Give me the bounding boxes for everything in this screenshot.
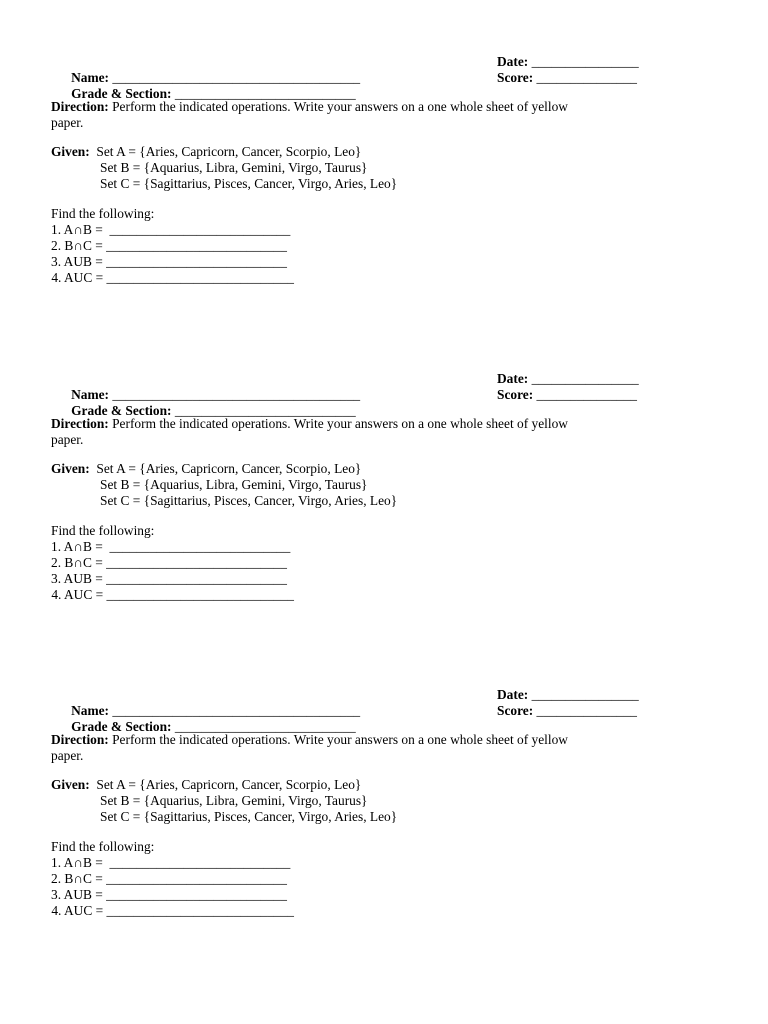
direction-label: Direction: — [51, 732, 109, 747]
worksheet-section-2 — [48, 371, 671, 603]
grade-blank: ___________________________ — [171, 719, 356, 734]
item-3: 3. AUB = ___________________________ — [51, 887, 287, 902]
set-a-text: Set A = {Aries, Capricorn, Cancer, Scorpio, Leo} — [89, 144, 362, 159]
item-3: 3. AUB = ___________________________ — [51, 571, 287, 586]
direction-line-1 — [51, 732, 671, 748]
date-blank: ________________ — [528, 54, 639, 69]
grade-score-row — [51, 703, 671, 734]
find-heading: Find the following: — [51, 206, 155, 221]
item-2: 2. B∩C = ___________________________ — [51, 555, 287, 570]
date-blank: ________________ — [528, 371, 639, 386]
given-set-b: Set B = {Aquarius, Libra, Gemini, Virgo, Taurus} — [100, 160, 368, 175]
date-label: Date: — [497, 54, 529, 69]
item-4: 4. AUC = ____________________________ — [48, 587, 294, 602]
item-2: 2. B∩C = ___________________________ — [51, 871, 287, 886]
score-label: Score: — [497, 703, 534, 718]
direction-line-1 — [51, 99, 671, 115]
find-heading: Find the following: — [51, 523, 155, 538]
set-a-text: Set A = {Aries, Capricorn, Cancer, Scorpio, Leo} — [89, 777, 362, 792]
given-set-b: Set B = {Aquarius, Libra, Gemini, Virgo, Taurus} — [100, 793, 368, 808]
direction-text: Perform the indicated operations. Write your answers on a one whole sheet of yellow — [108, 416, 568, 431]
given-set-c: Set C = {Sagittarius, Pisces, Cancer, Virgo, Aries, Leo} — [100, 493, 398, 508]
direction-line-2: paper. — [51, 115, 84, 130]
direction-label: Direction: — [51, 416, 109, 431]
item-2: 2. B∩C = ___________________________ — [51, 238, 287, 253]
given-set-a — [51, 144, 671, 160]
given-set-a — [51, 777, 671, 793]
item-3: 3. AUB = ___________________________ — [51, 254, 287, 269]
name-blank: _____________________________________ — [109, 703, 361, 718]
name-label: Name: — [71, 387, 110, 402]
given-label: Given: — [51, 144, 90, 159]
given-set-b: Set B = {Aquarius, Libra, Gemini, Virgo, Taurus} — [100, 477, 368, 492]
direction-line-2: paper. — [51, 432, 84, 447]
date-label: Date: — [497, 687, 529, 702]
given-set-c: Set C = {Sagittarius, Pisces, Cancer, Virgo, Aries, Leo} — [100, 809, 398, 824]
item-4: 4. AUC = ____________________________ — [48, 903, 294, 918]
direction-line-2: paper. — [51, 748, 84, 763]
item-1: 1. A∩B = ___________________________ — [51, 539, 291, 554]
given-set-c: Set C = {Sagittarius, Pisces, Cancer, Virgo, Aries, Leo} — [100, 176, 398, 191]
name-blank: _____________________________________ — [109, 387, 361, 402]
score-label: Score: — [497, 387, 534, 402]
grade-score-row — [51, 70, 671, 101]
grade-blank: ___________________________ — [171, 403, 356, 418]
name-label: Name: — [71, 703, 110, 718]
given-set-a — [51, 461, 671, 477]
direction-label: Direction: — [51, 99, 109, 114]
item-1: 1. A∩B = ___________________________ — [51, 222, 291, 237]
direction-line-1 — [51, 416, 671, 432]
date-blank: ________________ — [528, 687, 639, 702]
find-heading: Find the following: — [51, 839, 155, 854]
name-blank: _____________________________________ — [109, 70, 361, 85]
item-1: 1. A∩B = ___________________________ — [51, 855, 291, 870]
date-label: Date: — [497, 371, 529, 386]
grade-score-row — [51, 387, 671, 418]
name-label: Name: — [71, 70, 110, 85]
given-label: Given: — [51, 777, 90, 792]
grade-blank: ___________________________ — [171, 86, 356, 101]
item-4: 4. AUC = ____________________________ — [48, 270, 294, 285]
direction-text: Perform the indicated operations. Write your answers on a one whole sheet of yellow — [108, 732, 568, 747]
direction-text: Perform the indicated operations. Write your answers on a one whole sheet of yellow — [108, 99, 568, 114]
grade-label: Grade & Section: — [71, 403, 172, 418]
score-blank: _______________ — [533, 703, 637, 718]
worksheet-section-3 — [48, 687, 671, 919]
set-a-text: Set A = {Aries, Capricorn, Cancer, Scorpio, Leo} — [89, 461, 362, 476]
score-label: Score: — [497, 70, 534, 85]
given-label: Given: — [51, 461, 90, 476]
score-blank: _______________ — [533, 387, 637, 402]
grade-label: Grade & Section: — [71, 86, 172, 101]
worksheet-section-1 — [48, 54, 671, 286]
grade-label: Grade & Section: — [71, 719, 172, 734]
score-blank: _______________ — [533, 70, 637, 85]
